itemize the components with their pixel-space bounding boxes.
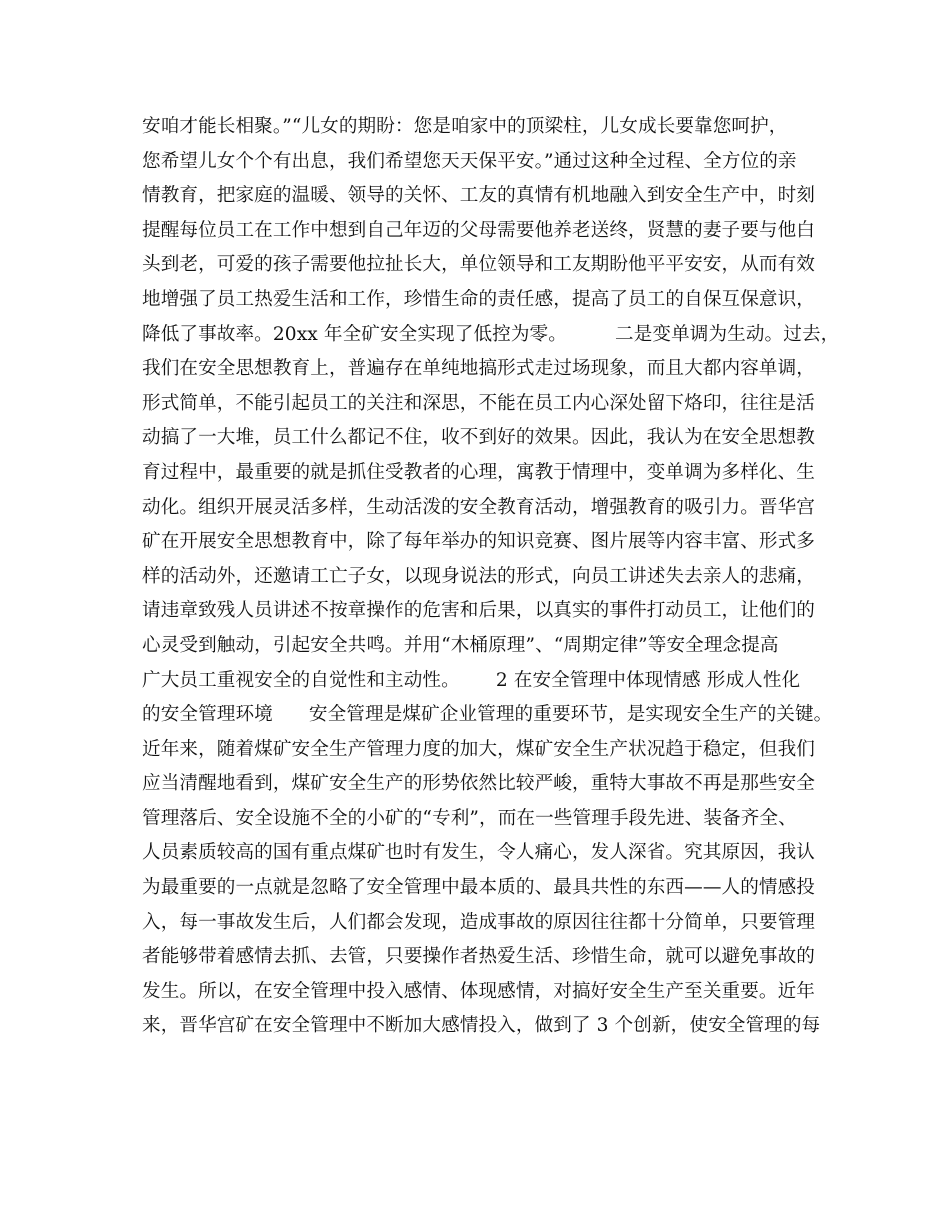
text-line-5: 头到老，可爱的孩子需要他拉扯长大，单位领导和工友期盼他平平安安，从而有效 <box>142 254 815 276</box>
text-line-15: 请违章致残人员讲述不按章操作的危害和后果，以真实的事件打动员工，让他们的 <box>142 600 815 622</box>
text-line-8: 我们在安全思想教育上，普遍存在单纯地搞形式走过场现象，而且大都内容单调， <box>142 358 815 380</box>
text-line-19: 近年来，随着煤矿安全生产管理力度的加大，煤矿安全生产状况趋于稳定，但我们 <box>142 738 815 760</box>
text-line-13: 矿在开展安全思想教育中，除了每年举办的知识竞赛、图片展等内容丰富、形式多 <box>142 531 815 553</box>
text-line-23: 为最重要的一点就是忽略了安全管理中最本质的、最具共性的东西——人的情感投 <box>142 877 815 899</box>
text-line-20: 应当清醒地看到，煤矿安全生产的形势依然比较严峻，重特大事故不再是那些安全 <box>142 773 815 795</box>
text-line-12: 动化。组织开展灵活多样，生动活泼的安全教育活动，增强教育的吸引力。晋华宫 <box>142 496 815 518</box>
text-line-3: 情教育，把家庭的温暖、领导的关怀、工友的真情有机地融入到安全生产中，时刻 <box>142 185 815 207</box>
body-text <box>142 110 840 1044</box>
text-line-4: 提醒每位员工在工作中想到自己年迈的父母需要他养老送终，贤慧的妻子要与他白 <box>142 219 815 241</box>
text-line-18: 的安全管理环境 安全管理是煤矿企业管理的重要环节，是实现安全生产的关键。 <box>142 704 833 726</box>
text-line-17: 广大员工重视安全的自觉性和主动性。 2 在安全管理中体现情感 形成人性化 <box>142 669 801 691</box>
text-line-21: 管理落后、安全设施不全的小矿的“专利”，而在一些管理手段先进、装备齐全、 <box>142 807 797 829</box>
text-line-27: 来，晋华宫矿在安全管理中不断加大感情投入，做到了 3 个创新，使安全管理的每 <box>142 1015 821 1037</box>
text-line-25: 者能够带着感情去抓、去管，只要操作者热爱生活、珍惜生命，就可以避免事故的 <box>142 946 815 968</box>
text-line-11: 育过程中，最重要的就是抓住受教者的心理，寓教于情理中，变单调为多样化、生 <box>142 461 815 483</box>
text-line-1: 安咱才能长相聚。”“儿女的期盼：您是咱家中的顶梁柱，儿女成长要靠您呵护， <box>142 116 788 137</box>
text-line-14: 样的活动外，还邀请工亡子女，以现身说法的形式，向员工讲述失去亲人的悲痛， <box>142 565 815 587</box>
text-line-2: 您希望儿女个个有出息，我们希望您天天保平安。”通过这种全过程、全方位的亲 <box>142 150 797 172</box>
text-line-26: 发生。所以，在安全管理中投入感情、体现感情，对搞好安全生产至关重要。近年 <box>142 980 815 1002</box>
text-line-16: 心灵受到触动，引起安全共鸣。并用“木桶原理”、“周期定律”等安全理念提高 <box>142 634 779 656</box>
text-line-24: 入，每一事故发生后，人们都会发现，造成事故的原因往往都十分简单，只要管理 <box>142 911 815 933</box>
text-line-22: 人员素质较高的国有重点煤矿也时有发生，令人痛心，发人深省。究其原因，我认 <box>142 842 815 864</box>
text-line-6: 地增强了员工热爱生活和工作，珍惜生命的责任感，提高了员工的自保互保意识， <box>142 288 815 310</box>
text-line-7: 降低了事故率。20xx 年全矿安全实现了低控为零。 二是变单调为生动。过去， <box>142 323 840 345</box>
text-line-10: 动搞了一大堆，员工什么都记不住，收不到好的效果。因此，我认为在安全思想教 <box>142 427 815 449</box>
text-line-9: 形式简单，不能引起员工的关注和深思，不能在员工内心深处留下烙印，往往是活 <box>142 392 815 414</box>
